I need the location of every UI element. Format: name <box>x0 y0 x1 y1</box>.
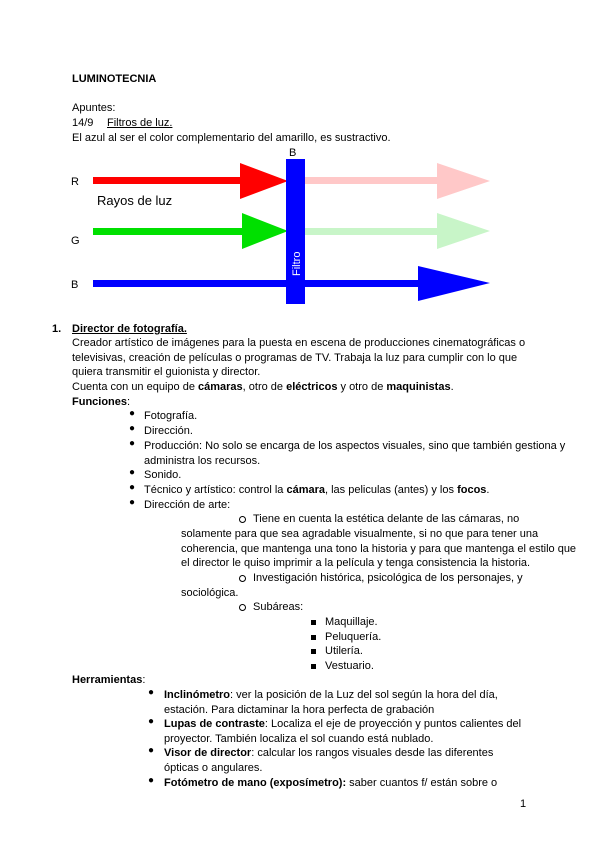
bullet-icon: ● <box>129 467 136 478</box>
subarea-item: Maquillaje. <box>325 616 378 628</box>
pale-red-ray-arrow <box>304 163 490 199</box>
circle-bullet-icon <box>239 516 246 523</box>
section-number: 1. <box>52 323 62 335</box>
herramientas-heading: Herramientas: <box>72 674 146 686</box>
subarea-item: Peluquería. <box>325 631 382 643</box>
sub-item-continuation: sociológica. <box>181 587 239 599</box>
list-item: Dirección de arte: <box>144 499 231 511</box>
bullet-icon: ● <box>129 438 136 449</box>
bullet-icon: ● <box>129 423 136 434</box>
bullet-icon: ● <box>129 497 136 508</box>
filter-top-label: B <box>289 147 297 159</box>
list-item: Fotografía. <box>144 410 198 422</box>
bullet-icon: ● <box>129 408 136 419</box>
date-label: 14/9 <box>72 117 94 129</box>
bullet-icon: ● <box>148 745 155 756</box>
topic-title: Filtros de luz. <box>107 117 173 129</box>
circle-bullet-icon <box>239 604 246 611</box>
bullet-icon: ● <box>148 687 155 698</box>
sub-item-continuation: solamente para que sea agradable visualmente, si no que para tener una coherencia, que mantenga una tono la historia y para que mantenga el estilo que el director le quiso imprimir a la película y tenga consistencia la historia. <box>181 528 577 570</box>
section-paragraph-2: Cuenta con un equipo de cámaras, otro de eléctricos y otro de maquinistas. <box>72 381 454 393</box>
square-bullet-icon <box>311 664 316 669</box>
row-label-g: G <box>71 235 80 247</box>
circle-bullet-icon <box>239 575 246 582</box>
square-bullet-icon <box>311 649 316 654</box>
row-label-r: R <box>71 176 79 188</box>
list-item: Sonido. <box>144 469 182 481</box>
tool-item: Fotómetro de mano (exposímetro): saber cuantos f/ están sobre o <box>164 777 498 789</box>
funciones-heading: Funciones: <box>72 396 131 408</box>
tool-item: Inclinómetro: ver la posición de la Luz del sol según la hora del día, estación. Para dictaminar la hora perfecta de grabación <box>164 689 498 716</box>
green-ray-arrow <box>93 213 288 249</box>
bullet-icon: ● <box>129 482 136 493</box>
bullet-icon: ● <box>148 716 155 727</box>
sub-item: Subáreas: <box>253 601 304 613</box>
tool-item: Visor de director: calcular los rangos visuales desde las diferentes ópticas o angulares. <box>164 747 494 774</box>
subarea-item: Utilería. <box>325 645 363 657</box>
tool-item: Lupas de contraste: Localiza el eje de proyección y puntos calientes del proyector. También localiza el sol cuando está nublado. <box>164 718 522 745</box>
pale-green-ray-arrow <box>304 213 490 249</box>
sub-item: Investigación histórica, psicológica de los personajes, y <box>253 572 523 584</box>
filter-label: Filtro <box>291 251 303 276</box>
square-bullet-icon <box>311 620 316 625</box>
sub-item: Tiene en cuenta la estética delante de las cámaras, no <box>253 513 520 525</box>
section-heading: Director de fotografía. <box>72 323 187 335</box>
page-number: 1 <box>520 798 527 810</box>
rays-label: Rayos de luz <box>97 193 173 208</box>
subarea-item: Vestuario. <box>325 660 374 672</box>
apuntes-label: Apuntes: <box>72 102 116 114</box>
section-paragraph-1: Creador artístico de imágenes para la puesta en escena de producciones cinematográficas o televisivas, creación de películas o programas de TV. Trabaja la luz para cumplir con lo que quiera transmitir el guionista y director. <box>72 337 526 379</box>
document-title: LUMINOTECNIA <box>72 73 157 85</box>
bullet-icon: ● <box>148 775 155 786</box>
list-item: Producción: No solo se encarga de los aspectos visuales, sino que también gestiona y administra los recursos. <box>144 440 566 467</box>
list-item: Técnico y artístico: control la cámara, las peliculas (antes) y los focos. <box>144 484 490 496</box>
light-filter-diagram <box>0 145 600 315</box>
square-bullet-icon <box>311 635 316 640</box>
intro-text: El azul al ser el color complementario del amarillo, es sustractivo. <box>72 132 391 144</box>
list-item: Dirección. <box>144 425 193 437</box>
row-label-b: B <box>71 279 79 291</box>
